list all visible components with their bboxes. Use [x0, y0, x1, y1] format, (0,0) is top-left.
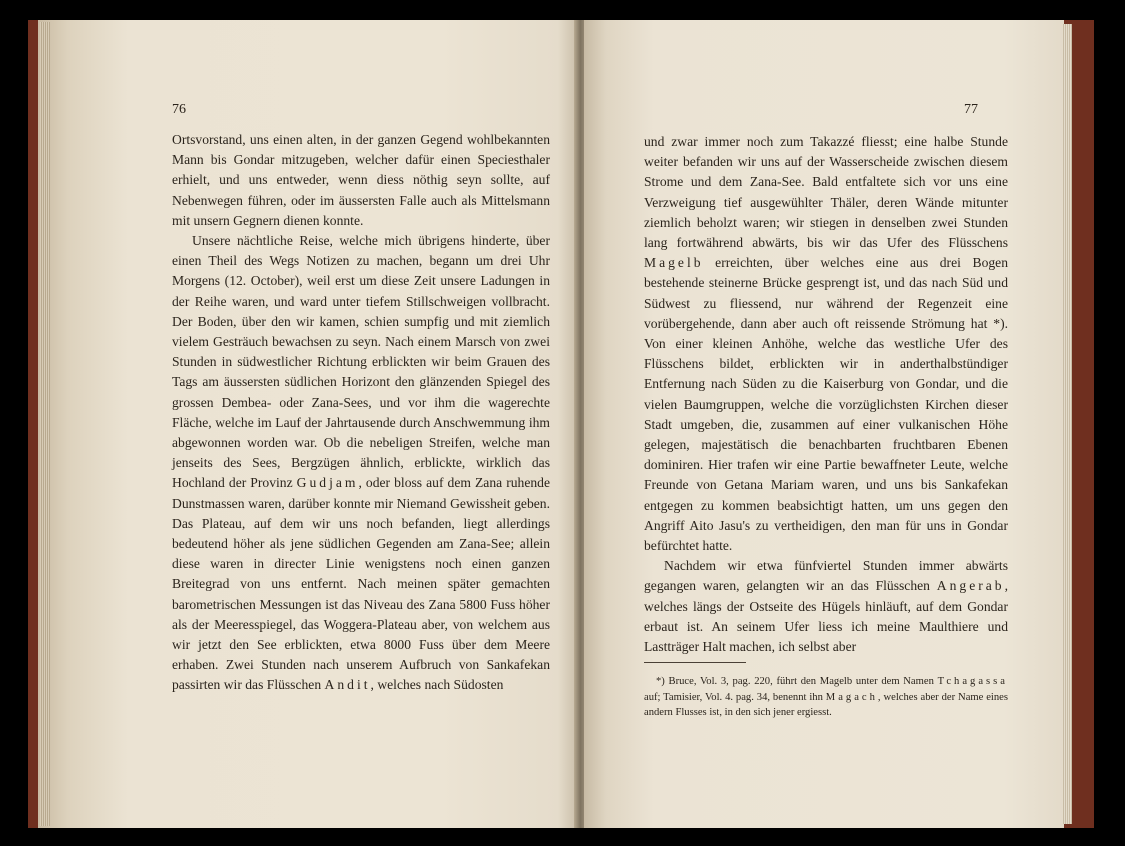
place-name: Magach: [825, 691, 878, 703]
paragraph-text: und zwar immer noch zum Takazzé fliesst; eine halbe Stunde weiter befanden wir uns auf der Wasserscheide zwischen diesem Strome und dem Zana-See. Bald entfaltete sich vor uns eine Verzweigung tief ausgewühlter Thäler, deren Wände mitunter ziemlich beholzt waren; wir stiegen in denselben zwei Stunden lang fortwährend abwärts, bis wir das Ufer des Flüsschens: [644, 134, 1008, 251]
left-page: [38, 20, 578, 828]
page-edges-right: [1062, 24, 1072, 824]
paragraph-text: , welches längs der Ostseite des Hügels hinläuft, auf dem Gondar erbaut ist. An seinem Ufer liess ich meine Maulthiere und Lastträger Halt machen, ich selbst aber: [644, 578, 1008, 655]
paragraph: [644, 132, 1008, 556]
paragraph-text: , oder bloss auf dem Zana ruhende Dunstmassen waren, darüber konnte mir Niemand Gewissheit geben. Das Plateau, auf dem wir uns noch befanden, liegt allerdings bedeutend höher als jene südlichen Gegenden am Zana-See; allein diese waren in directer Linie wenigstens noch einen ganzen Breitegrad von uns entfernt. Nach meinen später gemachten barometrischen Messungen ist das Niveau des Zana 5800 Fuss höher als der Meeresspiegel, das Woggera-Plateau aber, von welchem aus wir jetzt den See erblickten, etwa 8000 Fuss über dem Meere erhaben. Zwei Stunden nach unserem Aufbruch von Sankafekan passirten wir das Flüsschen: [172, 475, 551, 693]
paragraph-text: Nachdem wir etwa fünfviertel Stunden immer abwärts gegangen waren, gelangten wir an das Flüsschen: [644, 558, 1008, 594]
paragraph-text: Ortsvorstand, uns einen alten, in der ganzen Gegend wohlbekannten Mann bis Gondar mitzugeben, welcher dafür einen Speciesthaler erhielt, und uns entweder, wenn diess nöthig seyn sollte, auf Nebenwegen führen, oder im äussersten Falle auch als Mittelsmann mit unsern Gegnern dienen konnte.: [172, 132, 550, 228]
place-name: Magelb: [644, 255, 704, 271]
left-page-number: 76: [172, 102, 186, 117]
footnote-part: auf; Tamisier, Vol. 4. pag. 34, benennt ihn: [644, 691, 823, 703]
right-page-text: [644, 132, 1008, 657]
paragraph: [172, 130, 550, 231]
place-name: Tchagassa: [937, 676, 1008, 687]
place-name: Gudjam: [296, 475, 359, 491]
paragraph-text: erreichten, über welches eine aus drei Bogen bestehende steinerne Brücke gesprengt ist, und das nach Süd und Südwest zu fliessend, nur während der Regenzeit eine vorübergehende, dann aber auch oft reissende Strömung hat *). Von einer kleinen Anhöhe, welche das westliche Ufer des Flüsschens bildet, erblickten wir in anderthalbstündiger Entfernung nach Süden zu die Kaiserburg von Gondar, und die vielen Baumgruppen, welche die vorzüglichsten Kirchen dieser Stadt umgeben, die, zusammen auf einer vulkanischen Höhe gelegen, majestätisch die benachbarten fruchtbaren Ebenen dominiren. Hier trafen wir eine Partie bewaffneter Leute, welche Freunde von Getana Mariam waren, und uns bis Sankafekan entgegen zu kommen beabsichtigt hatten, um uns gegen den Angriff Aito Jasu's zu vertheidigen, den man für uns in Gondar befürchtet hatte.: [644, 255, 1008, 554]
footnote-rule: [644, 662, 746, 663]
paragraph-text: , welches nach Südosten: [370, 677, 504, 693]
paragraph: [644, 556, 1008, 657]
paragraph-text: Unsere nächtliche Reise, welche mich übrigens hinderte, über einen Theil des Wegs Notizen zu machen, begann um drei Uhr Morgens (12. October), weil erst um diese Zeit unsere Ladungen in der Reihe waren, und ward unter tiefem Stillschweigen vollbracht. Der Boden, über den wir kamen, schien sumpfig und mit ziemlich vielem Gesträuch bewachsen zu seyn. Nach einem Marsch von zwei Stunden in südwestlicher Richtung erblickten wir beim Grauen des Tags am äussersten südlichen Horizont den glänzenden Spiegel des grossen Dembea- oder Zana-Sees, und vor ihm die wagerechte Fläche, welche im Lauf der Jahrtausende durch Anschwemmung ihm abgewonnen worden war. Ob die nebeligen Streifen, welche man jenseits des Sees, Bergzügen ähnlich, erblickte, wirklich das Hochland der Provinz: [172, 233, 550, 491]
right-page: [584, 20, 1064, 828]
footnote-text: [644, 674, 1008, 721]
place-name: Angerab: [936, 578, 1005, 594]
page-edges-left: [40, 22, 50, 826]
right-page-number: 77: [964, 102, 978, 117]
footnote-part: , welches aber der Name eines andern Flusses ist, in den sich jener ergiesst.: [644, 691, 1008, 719]
footnote: [644, 674, 1008, 721]
place-name: Andit: [324, 677, 371, 693]
left-page-text: [172, 130, 550, 696]
paragraph: [172, 231, 550, 696]
footnote-part: *) Bruce, Vol. 3, pag. 220, führt den Magelb unter dem Namen: [656, 676, 934, 687]
